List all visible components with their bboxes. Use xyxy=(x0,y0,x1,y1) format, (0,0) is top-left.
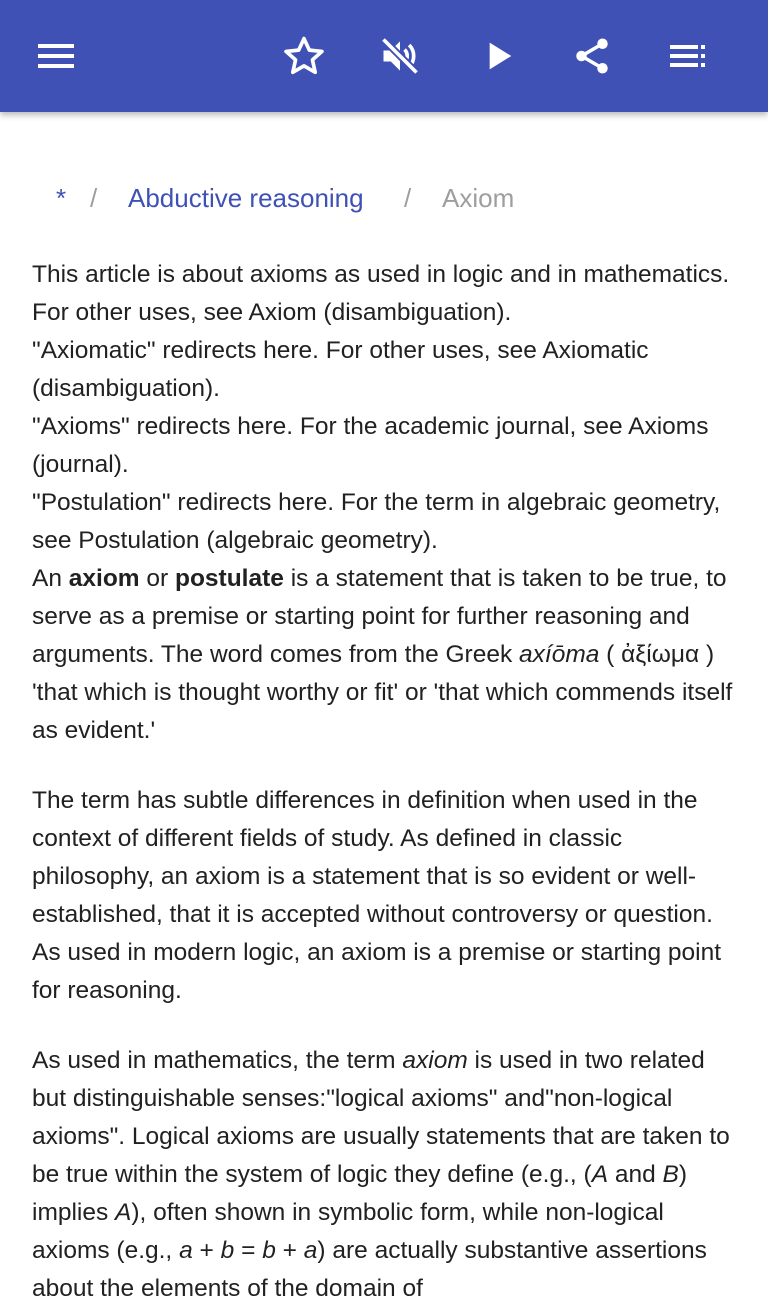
mute-button[interactable] xyxy=(372,28,428,84)
breadcrumb-parent[interactable]: Abductive reasoning xyxy=(128,183,364,213)
breadcrumb xyxy=(0,178,768,218)
menu-icon xyxy=(36,36,76,76)
favorite-button[interactable] xyxy=(276,28,332,84)
volume-off-icon xyxy=(378,34,422,78)
play-icon xyxy=(478,36,518,76)
playlist-icon xyxy=(668,36,708,76)
menu-button[interactable] xyxy=(28,28,84,84)
share-icon xyxy=(571,35,613,77)
breadcrumb-separator: / xyxy=(90,183,98,213)
intro-paragraph: An axiom or postulate is a statement that is taken to be true, to serve as a premise or starting point for further reasoning and arguments. The word comes from the Greek axíōma ( ἀξίωμα ) 'that which is thought worthy or fit' or 'that which commends itself as evident.' xyxy=(32,565,733,744)
hatnote: "Axiomatic" redirects here. For other uses, see Axiomatic (disambiguation). xyxy=(32,337,649,402)
breadcrumb-separator: / xyxy=(404,183,412,213)
play-button[interactable] xyxy=(470,28,526,84)
breadcrumb-home[interactable]: * xyxy=(56,183,67,213)
star-outline-icon xyxy=(282,34,326,78)
hatnote: "Axioms" redirects here. For the academic journal, see Axioms (journal). xyxy=(32,413,709,478)
hatnote: "Postulation" redirects here. For the term in algebraic geometry, see Postulation (algebraic geometry). xyxy=(32,489,721,554)
app-bar xyxy=(0,0,768,112)
table-of-contents-button[interactable] xyxy=(660,28,716,84)
definition-paragraph: The term has subtle differences in definition when used in the context of different fields of study. As defined in classic philosophy, an axiom is a statement that is so evident or well-established, that it is accepted without controversy or question. As used in modern logic, an axiom is a premise or starting point for reasoning. xyxy=(32,787,722,1004)
breadcrumb-current: Axiom xyxy=(442,183,515,213)
hatnote: This article is about axioms as used in logic and in mathematics. For other uses, see Axiom (disambiguation). xyxy=(32,261,730,326)
share-button[interactable] xyxy=(564,28,620,84)
article-content xyxy=(32,256,736,1308)
mathematics-paragraph: As used in mathematics, the term axiom is used in two related but distinguishable senses:"logical axioms" and"non-logical axioms". Logical axioms are usually statements that are taken to be true within the system of logic they define (e.g., (A and B) implies A), often shown in symbolic form, while non-logical axioms (e.g., a + b = b + a) are actually substantive assertions about the elements of the domain of xyxy=(32,1047,730,1302)
